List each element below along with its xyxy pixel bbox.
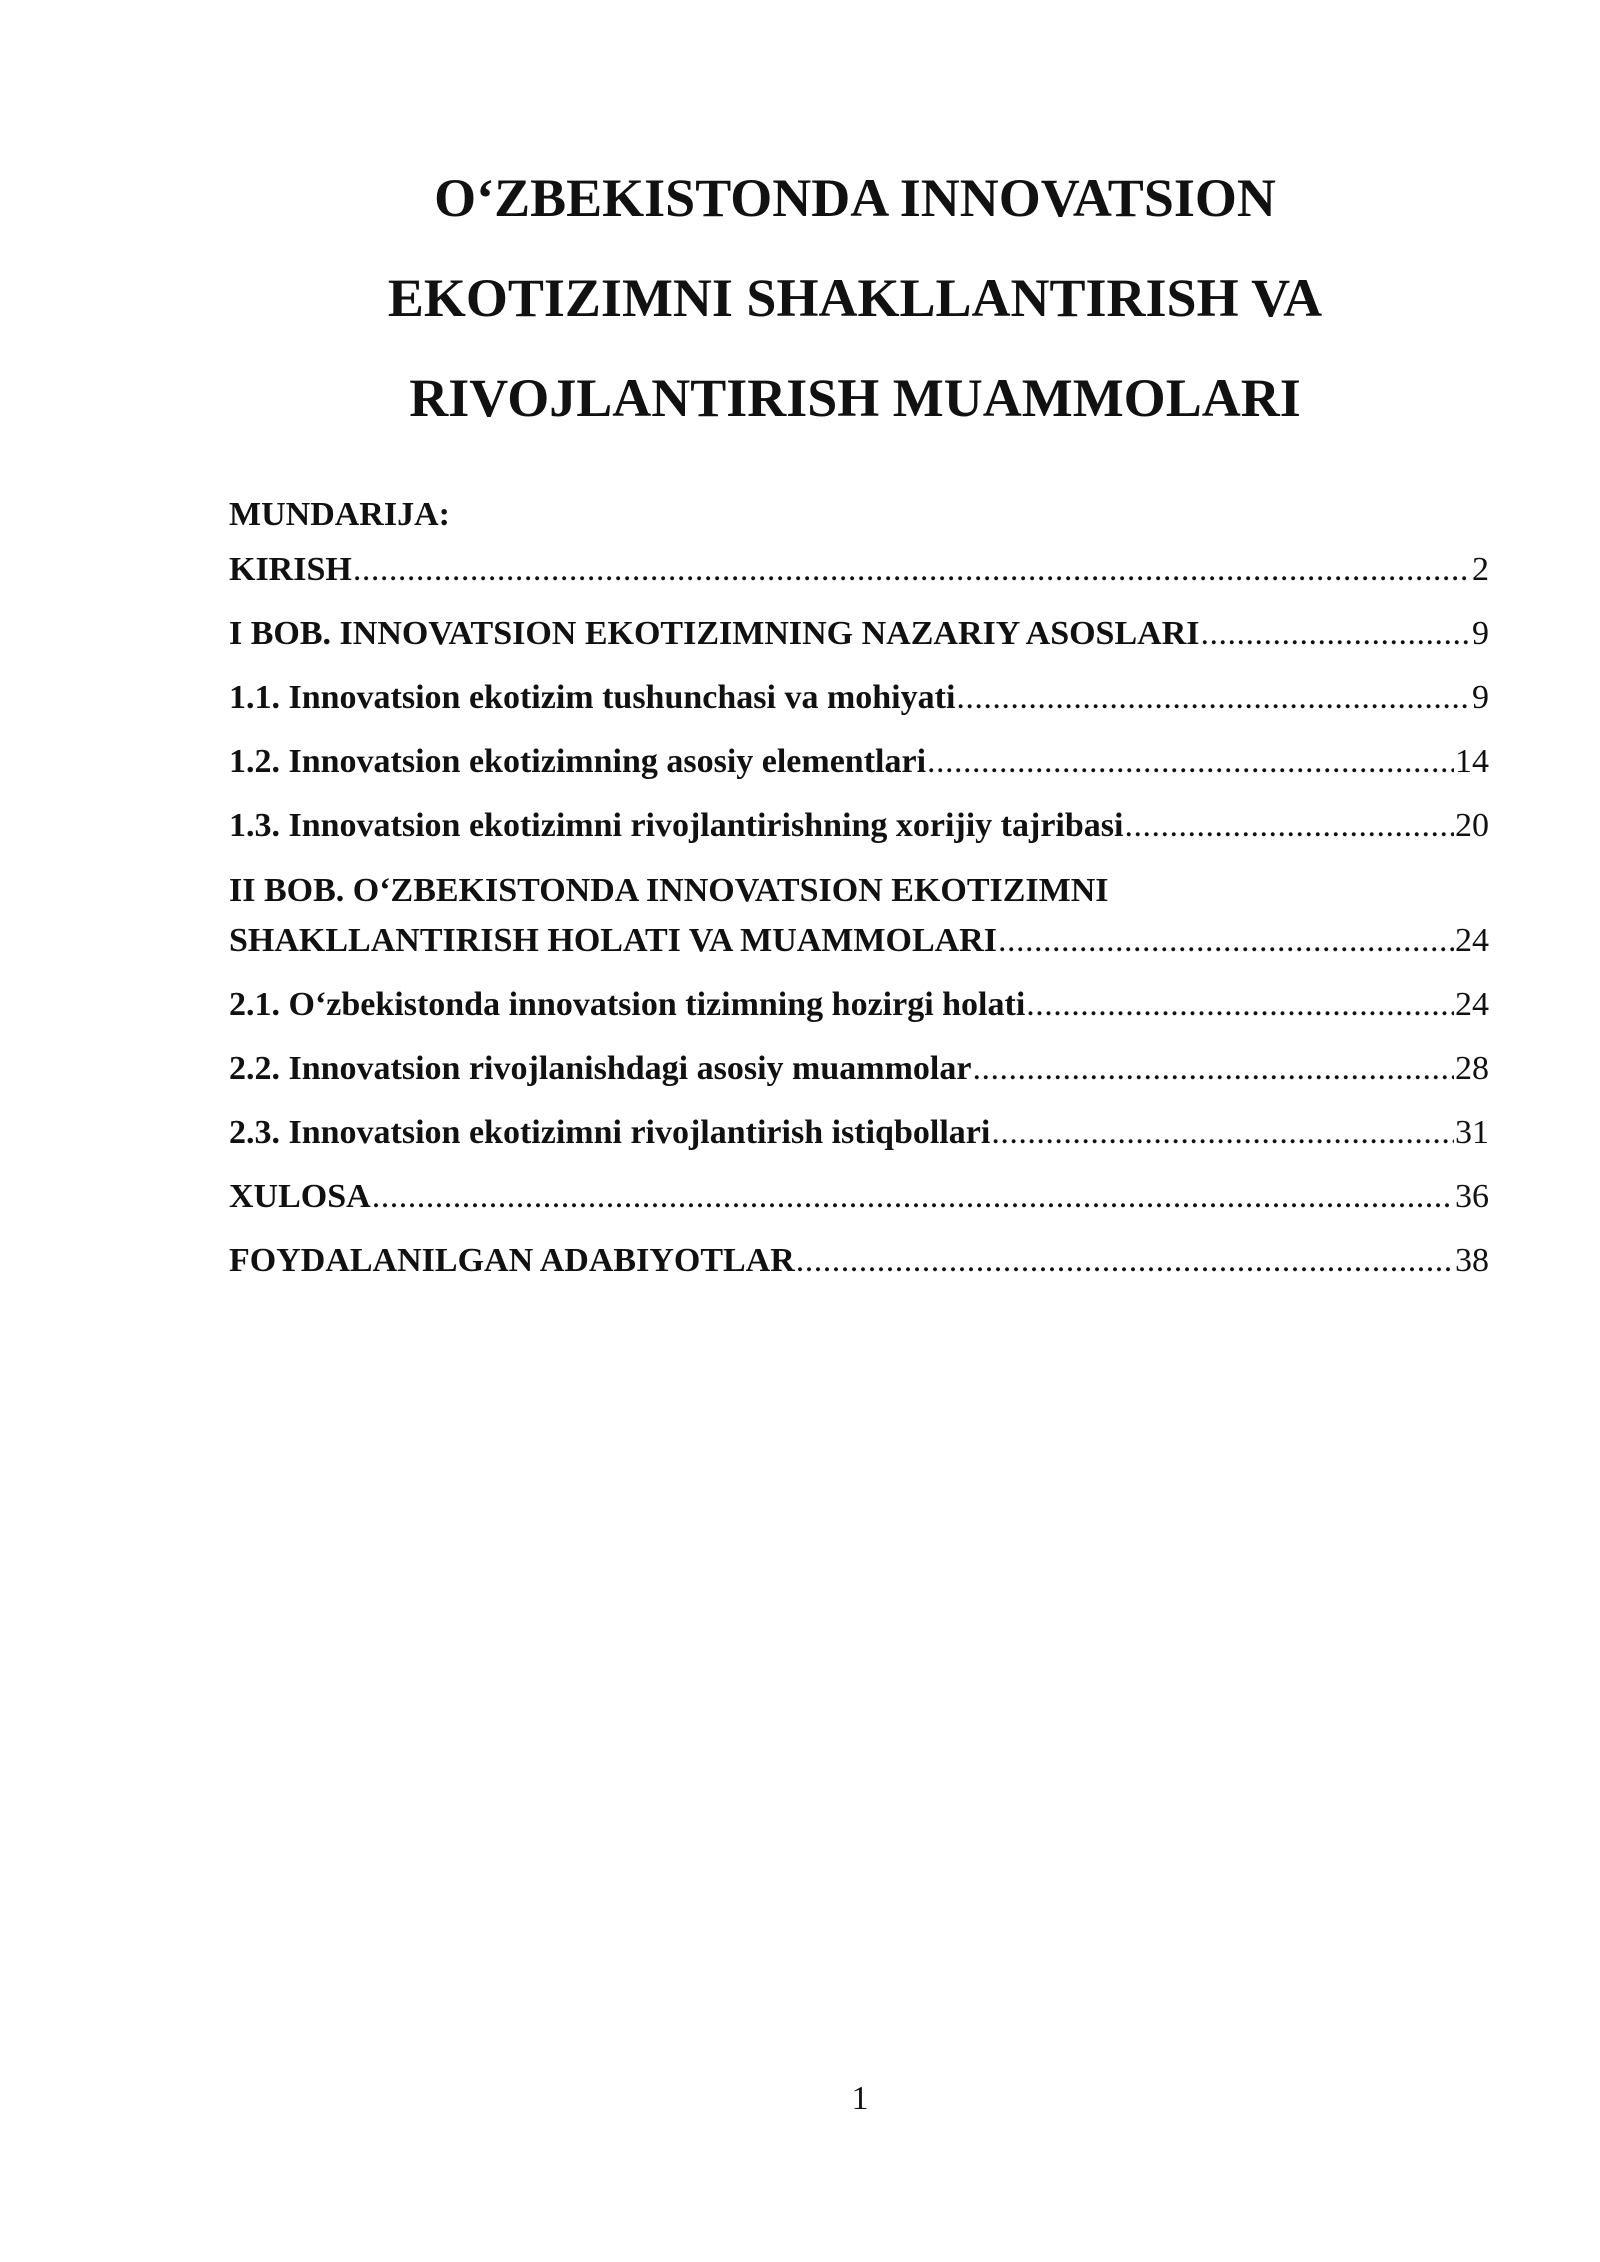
toc-entry[interactable] — [229, 860, 1489, 975]
toc-entry-page: 24 — [1455, 986, 1489, 1023]
toc-entry[interactable] — [229, 540, 1489, 604]
toc-entry-page: 24 — [1455, 922, 1489, 959]
toc-entry[interactable] — [229, 1167, 1489, 1231]
toc-entry-label: FOYDALANILGAN ADABIYOTLAR — [229, 1242, 795, 1279]
toc-entry-label: I BOB. INNOVATSION EKOTIZIMNING NAZARIY ASOSLARI — [229, 615, 1200, 652]
toc-entry-label: 1.3. Innovatsion ekotizimni rivojlantirishning xorijiy tajribasi — [229, 807, 1124, 844]
toc-entry-label: XULOSA — [229, 1178, 371, 1215]
table-of-contents — [229, 540, 1489, 1295]
toc-entry[interactable] — [229, 1103, 1489, 1167]
toc-entry-page: 28 — [1455, 1050, 1489, 1087]
toc-entry-row2 — [229, 916, 1489, 966]
title-line: O‘ZBEKISTONDA INNOVATSION — [434, 168, 1276, 228]
toc-entry-label: 1.1. Innovatsion ekotizim tushunchasi va mohiyati — [229, 679, 956, 716]
dot-leader — [796, 1231, 1454, 1291]
toc-entry[interactable] — [229, 975, 1489, 1039]
toc-entry[interactable] — [229, 668, 1489, 732]
page-number: 1 — [851, 2080, 869, 2117]
dot-leader — [991, 1103, 1454, 1163]
toc-entry-label: 1.2. Innovatsion ekotizimning asosiy elementlari — [229, 743, 927, 780]
toc-entry-label: KIRISH — [229, 551, 352, 588]
toc-entry-label: 2.1. O‘zbekistonda innovatsion tizimning hozirgi holati — [229, 986, 1026, 1023]
toc-entry-page: 38 — [1455, 1242, 1489, 1279]
dot-leader — [1124, 796, 1454, 856]
toc-entry-label-line2: SHAKLLANTIRISH HOLATI VA MUAMMOLARI — [229, 922, 997, 959]
toc-entry-label-line1: II BOB. O‘ZBEKISTONDA INNOVATSION EKOTIZIMNI — [229, 872, 1109, 909]
title-line: RIVOJLANTIRISH MUAMMOLARI — [409, 368, 1301, 428]
toc-entry-page: 14 — [1455, 743, 1489, 780]
dot-leader — [972, 1039, 1454, 1099]
dot-leader — [927, 732, 1454, 792]
title-line: EKOTIZIMNI SHAKLLANTIRISH VA — [387, 268, 1323, 328]
toc-entry[interactable] — [229, 732, 1489, 796]
dot-leader — [372, 1167, 1454, 1227]
toc-entry[interactable] — [229, 796, 1489, 860]
toc-heading: MUNDARIJA: — [229, 496, 450, 533]
dot-leader — [998, 916, 1454, 966]
toc-entry-label: 2.2. Innovatsion rivojlanishdagi asosiy muammolar — [229, 1050, 972, 1087]
document-title — [300, 148, 1410, 448]
dot-leader — [353, 540, 1471, 600]
toc-entry[interactable] — [229, 1039, 1489, 1103]
dot-leader — [1200, 604, 1471, 664]
toc-entry-page: 20 — [1455, 807, 1489, 844]
toc-entry-page: 9 — [1472, 679, 1489, 716]
toc-entry[interactable] — [229, 1231, 1489, 1295]
dot-leader — [1026, 975, 1454, 1035]
toc-entry[interactable] — [229, 604, 1489, 668]
toc-entry-label: 2.3. Innovatsion ekotizimni rivojlantirish istiqbollari — [229, 1114, 991, 1151]
toc-entry-page: 2 — [1472, 551, 1489, 588]
toc-entry-page: 36 — [1455, 1178, 1489, 1215]
dot-leader — [956, 668, 1471, 728]
toc-entry-page: 9 — [1472, 615, 1489, 652]
toc-entry-page: 31 — [1455, 1114, 1489, 1151]
